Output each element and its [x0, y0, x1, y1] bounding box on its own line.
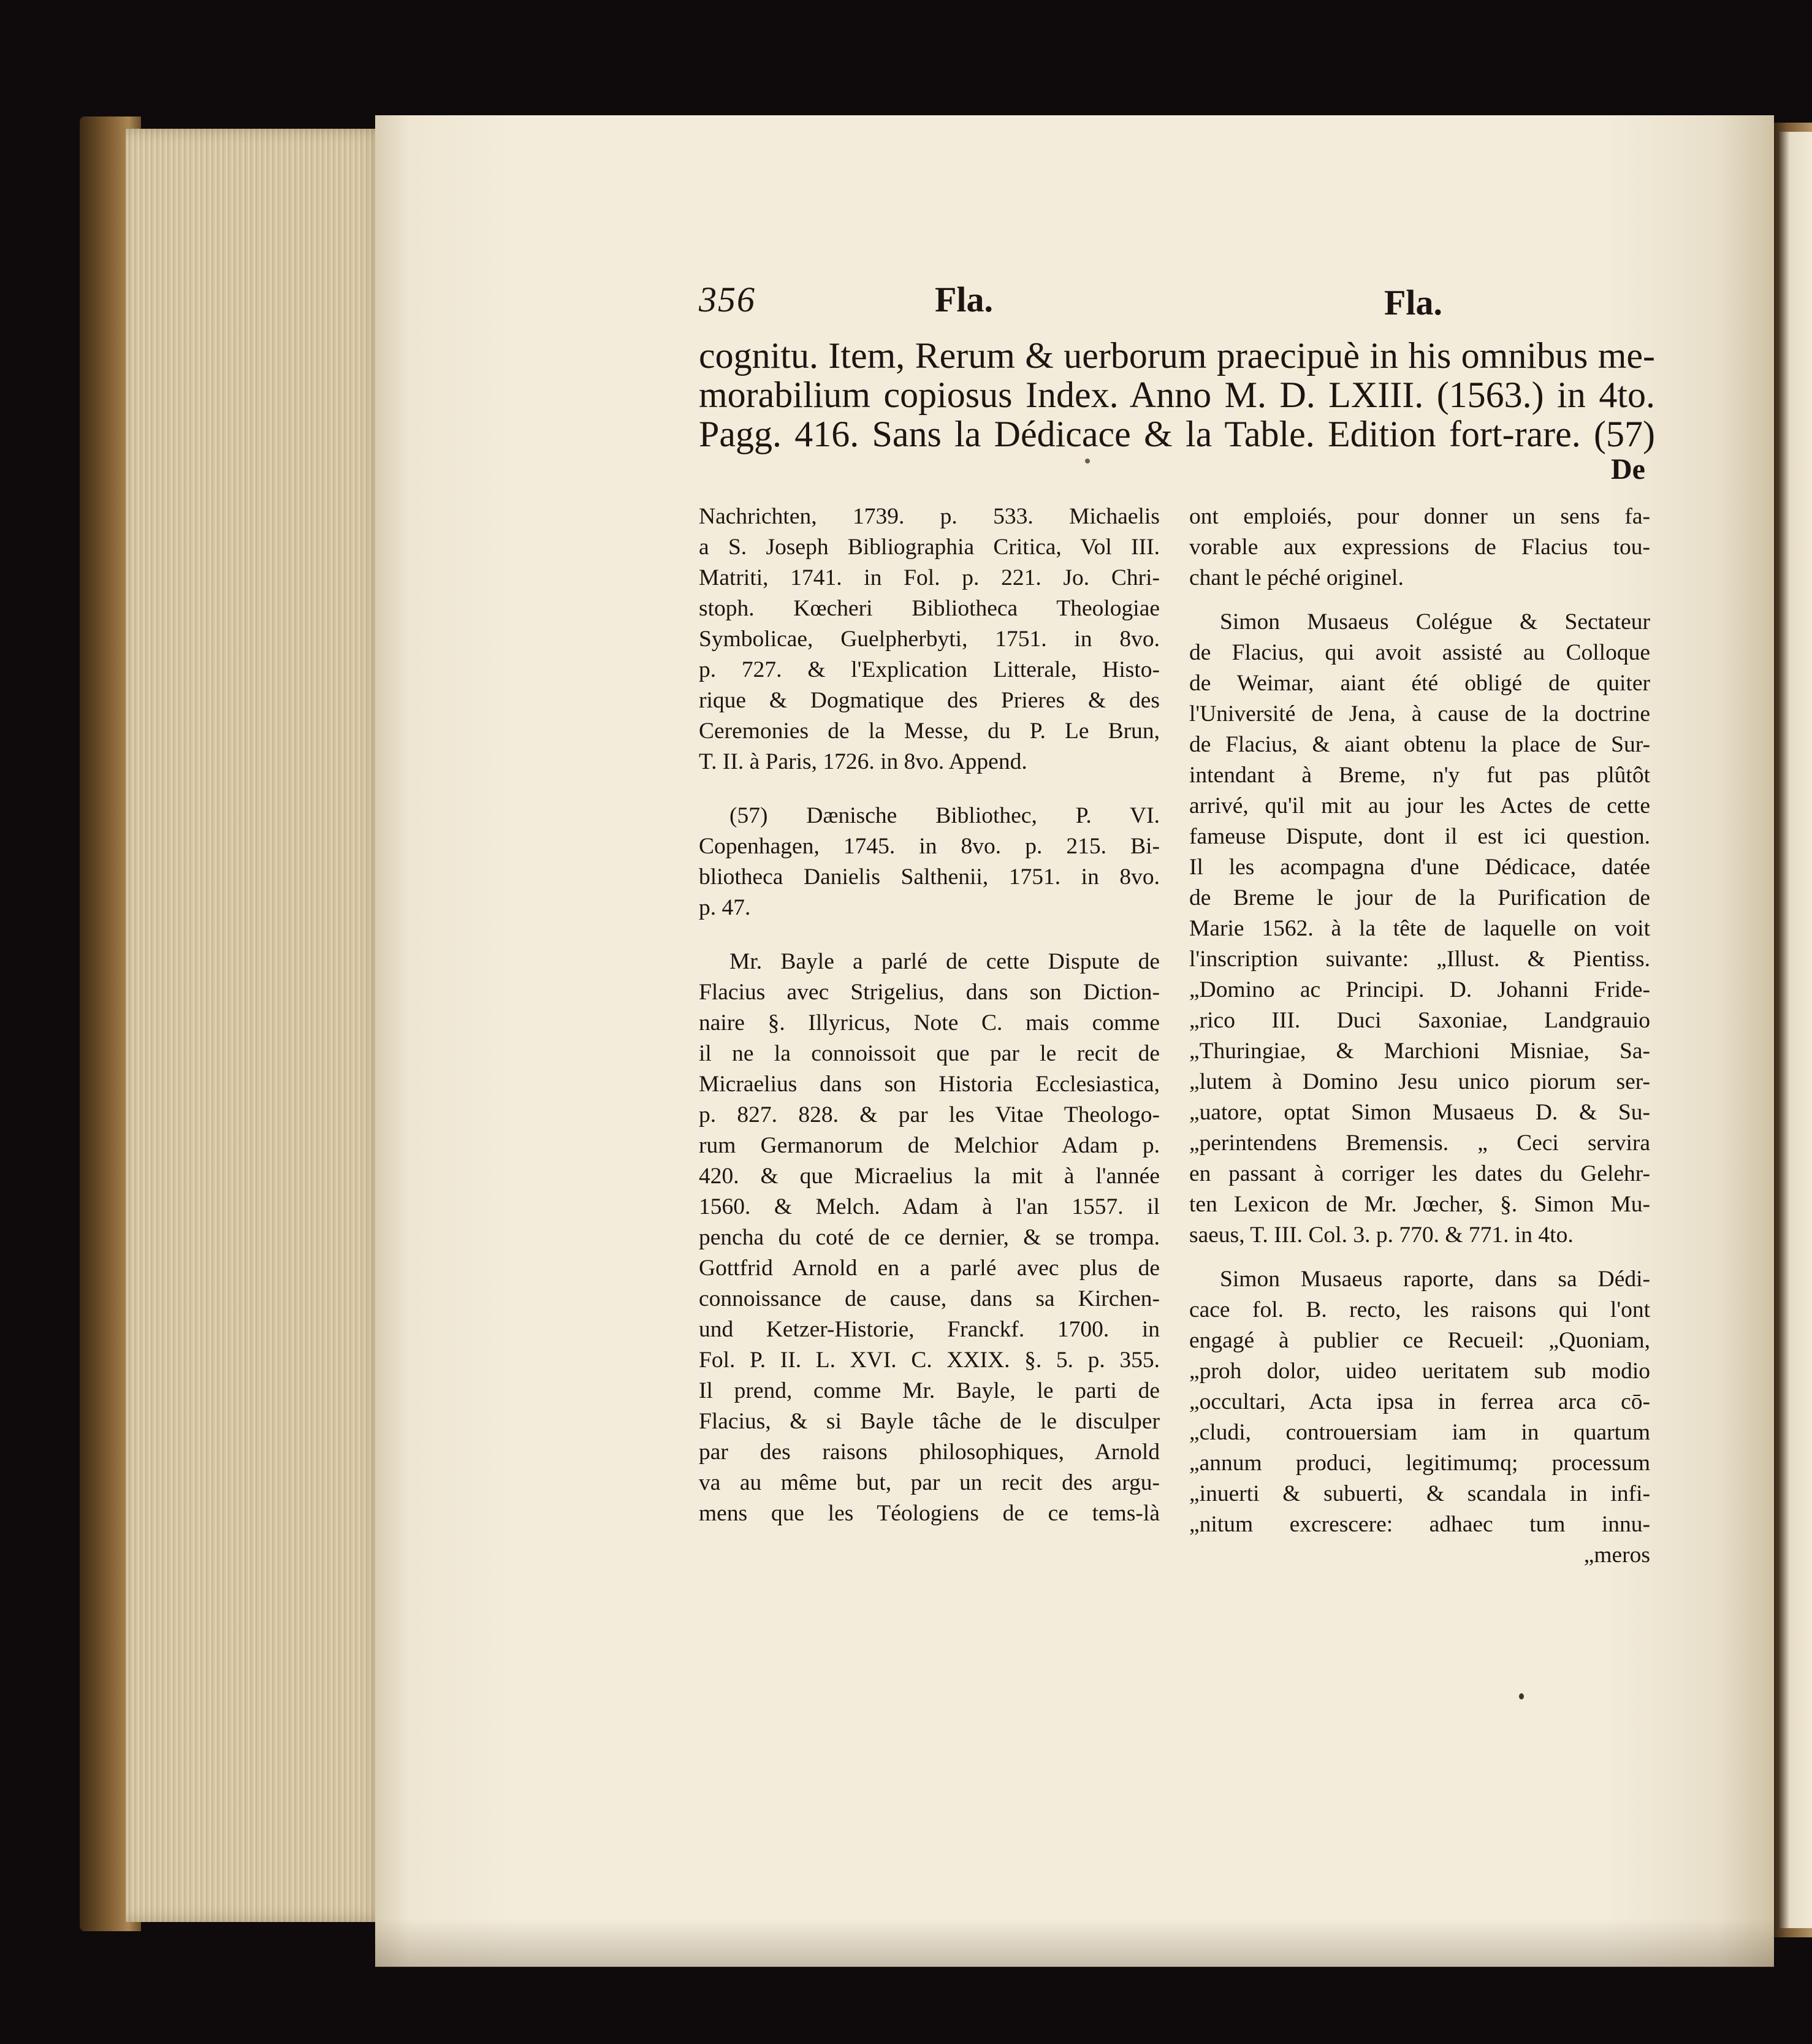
text-line: fameuse Dispute, dont il est ici question.: [1189, 824, 1650, 849]
right-column: [1189, 501, 1650, 1571]
text-line: „uatore, optat Simon Musaeus D. & Su-: [1189, 1100, 1650, 1125]
facing-page-sliver: [1778, 132, 1812, 1928]
body-paragraph: [1189, 607, 1650, 1251]
text-line: Simon Musaeus Colégue & Sectateur: [1220, 609, 1650, 635]
text-line: (57) Dænische Bibliothec, P. VI.: [729, 803, 1160, 828]
footnote-57: [699, 801, 1160, 923]
catchword-top: De: [1611, 453, 1645, 486]
text-line: Fol. P. II. L. XVI. C. XXIX. §. 5. p. 355.: [699, 1348, 1160, 1373]
body-paragraph: [1189, 501, 1650, 593]
text-line: Copenhagen, 1745. in 8vo. p. 215. Bi-: [699, 834, 1160, 859]
text-line: Pagg. 416. Sans la Dédicace & la Table. Edition fort-rare. (57): [699, 414, 1655, 454]
text-line: pencha du coté de ce dernier, & se trompa.: [699, 1225, 1160, 1250]
catchword-bottom: „meros: [1583, 1543, 1650, 1568]
continued-entry-text: [699, 336, 1655, 454]
text-line: il ne la connoissoit que par le recit de: [699, 1041, 1160, 1066]
text-line: engagé à publier ce Recueil: „Quoniam,: [1189, 1328, 1650, 1353]
body-paragraph: [1189, 1264, 1650, 1571]
text-line: „perintendens Bremensis. „ Ceci servira: [1189, 1131, 1650, 1156]
ink-speck: [1085, 459, 1090, 463]
text-line: „cludi, controuersiam iam in quartum: [1189, 1420, 1650, 1445]
text-line: „annum produci, legitimumq; processum: [1189, 1451, 1650, 1476]
text-line: Symbolicae, Guelpherbyti, 1751. in 8vo.: [699, 627, 1160, 652]
text-line: „lutem à Domino Jesu unico piorum ser-: [1189, 1069, 1650, 1094]
text-line: l'Université de Jena, à cause de la doctrine: [1189, 701, 1650, 726]
text-line: Nachrichten, 1739. p. 533. Michaelis: [699, 504, 1160, 529]
text-line: Gottfrid Arnold en a parlé avec plus de: [699, 1256, 1160, 1281]
text-line: naire §. Illyricus, Note C. mais comme: [699, 1010, 1160, 1035]
text-line: va au même but, par un recit des argu-: [699, 1470, 1160, 1495]
text-line: cace fol. B. recto, les raisons qui l'ont: [1189, 1297, 1650, 1322]
text-line: a S. Joseph Bibliographia Critica, Vol III.: [699, 535, 1160, 560]
text-line: connoissance de cause, dans sa Kirchen-: [699, 1286, 1160, 1311]
text-line: Flacius avec Strigelius, dans son Diction-: [699, 980, 1160, 1005]
text-line: ten Lexicon de Mr. Jœcher, §. Simon Mu-: [1189, 1192, 1650, 1217]
text-line: „proh dolor, uideo ueritatem sub modio: [1189, 1359, 1650, 1384]
text-line: p. 727. & l'Explication Litterale, Histo-: [699, 657, 1160, 682]
text-line: „inuerti & subuerti, & scandala in infi-: [1189, 1481, 1650, 1506]
text-line: Flacius, & si Bayle tâche de le disculper: [699, 1409, 1160, 1434]
page-number: 356: [699, 280, 756, 319]
text-line: Ceremonies de la Messe, du P. Le Brun,: [699, 719, 1160, 744]
text-line: morabilium copiosus Index. Anno M. D. LXIII. (1563.) in 4to.: [699, 375, 1655, 415]
ink-speck: [1519, 1693, 1524, 1699]
text-line: mens que les Téologiens de ce tems-là: [699, 1501, 1160, 1526]
running-head-left: Fla.: [935, 280, 994, 319]
text-line: „rico III. Duci Saxoniae, Landgrauio: [1189, 1008, 1650, 1033]
text-line: Mr. Bayle a parlé de cette Dispute de: [729, 949, 1160, 974]
text-line: T. II. à Paris, 1726. in 8vo. Append.: [699, 749, 1027, 774]
page-block-edges: [126, 129, 383, 1922]
text-line: p. 47.: [699, 895, 751, 920]
text-line: 1560. & Melch. Adam à l'an 1557. il: [699, 1194, 1160, 1219]
text-line: und Ketzer-Historie, Franckf. 1700. in: [699, 1317, 1160, 1342]
page-shadow: [375, 1919, 1774, 1968]
text-line: „Thuringiae, & Marchioni Misniae, Sa-: [1189, 1039, 1650, 1064]
text-line: Simon Musaeus raporte, dans sa Dédi-: [1220, 1267, 1650, 1292]
text-line: rique & Dogmatique des Prieres & des: [699, 688, 1160, 713]
text-line: Il prend, comme Mr. Bayle, le parti de: [699, 1378, 1160, 1403]
text-line: de Weimar, aiant été obligé de quiter: [1189, 671, 1650, 696]
text-line: 420. & que Micraelius la mit à l'année: [699, 1164, 1160, 1189]
text-line: arrivé, qu'il mit au jour les Actes de cette: [1189, 793, 1650, 818]
text-line: „nitum excrescere: adhaec tum innu-: [1189, 1512, 1650, 1537]
left-column: [699, 501, 1160, 1529]
text-line: stoph. Kœcheri Bibliotheca Theologiae: [699, 596, 1160, 621]
text-line: Marie 1562. à la tête de laquelle on voit: [1189, 916, 1650, 941]
text-line: par des raisons philosophiques, Arnold: [699, 1440, 1160, 1465]
body-paragraph: [699, 947, 1160, 1529]
text-line: „Domino ac Principi. D. Johanni Fride-: [1189, 977, 1650, 1002]
text-line: saeus, T. III. Col. 3. p. 770. & 771. in 4to.: [1189, 1222, 1574, 1248]
text-line: ont emploiés, pour donner un sens fa-: [1189, 504, 1650, 529]
text-line: en passant à corriger les dates du Gelehr-: [1189, 1161, 1650, 1186]
text-line: „occultari, Acta ipsa in ferrea arca cō-: [1189, 1389, 1650, 1414]
text-line: de Breme le jour de la Purification de: [1189, 885, 1650, 910]
text-line: l'inscription suivante: „Illust. & Pientiss.: [1189, 947, 1650, 972]
running-head-right: Fla.: [1384, 283, 1443, 322]
text-line: cognitu. Item, Rerum & uerborum praecipuè in his omnibus me-: [699, 335, 1655, 376]
text-line: Micraelius dans son Historia Ecclesiastica,: [699, 1072, 1160, 1097]
text-line: bliotheca Danielis Salthenii, 1751. in 8vo.: [699, 864, 1160, 890]
text-line: de Flacius, qui avoit assisté au Colloque: [1189, 640, 1650, 665]
text-line: vorable aux expressions de Flacius tou-: [1189, 535, 1650, 560]
footnote-56: [699, 501, 1160, 777]
text-line: intendant à Breme, n'y fut pas plûtôt: [1189, 763, 1650, 788]
text-line: Il les acompagna d'une Dédicace, datée: [1189, 855, 1650, 880]
text-line: p. 827. 828. & par les Vitae Theologo-: [699, 1102, 1160, 1127]
text-line: rum Germanorum de Melchior Adam p.: [699, 1133, 1160, 1158]
text-line: chant le péché originel.: [1189, 565, 1404, 590]
text-line: de Flacius, & aiant obtenu la place de Sur-: [1189, 732, 1650, 757]
text-line: Matriti, 1741. in Fol. p. 221. Jo. Chri-: [699, 565, 1160, 590]
